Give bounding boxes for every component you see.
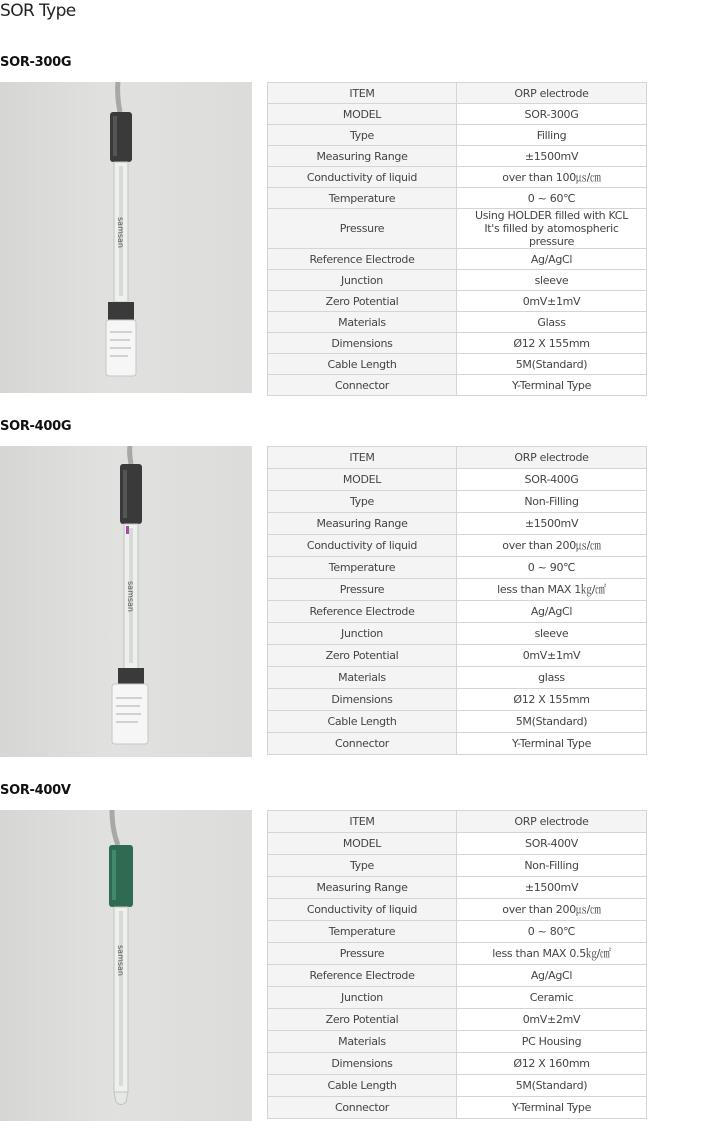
table-row — [268, 601, 647, 623]
table-row — [268, 1031, 647, 1053]
spec-value: over than 200㎲/㎝ — [457, 535, 647, 557]
page-title: SOR Type — [0, 1, 76, 21]
electrode-photo — [0, 82, 252, 393]
table-row — [268, 188, 647, 209]
spec-table — [267, 82, 647, 396]
table-header-type: ORP electrode — [457, 83, 647, 104]
table-row — [268, 557, 647, 579]
table-row — [268, 855, 647, 877]
spec-value: Y-Terminal Type — [457, 1097, 647, 1119]
probe-brand-text: samsan — [116, 945, 125, 977]
table-row — [268, 689, 647, 711]
spec-label: Junction — [268, 623, 457, 645]
table-header-type: ORP electrode — [457, 811, 647, 833]
spec-label: Type — [268, 125, 457, 146]
table-row — [268, 1009, 647, 1031]
electrode-illustration — [0, 446, 252, 757]
table-row — [268, 579, 647, 601]
spec-value: SOR-400G — [457, 469, 647, 491]
table-row — [268, 167, 647, 188]
spec-value: 0mV±1mV — [457, 645, 647, 667]
table-row — [268, 146, 647, 167]
table-row — [268, 943, 647, 965]
spec-label: Materials — [268, 312, 457, 333]
spec-value: sleeve — [457, 270, 647, 291]
spec-label: Temperature — [268, 188, 457, 209]
table-row — [268, 733, 647, 755]
table-row — [268, 125, 647, 146]
spec-label: Dimensions — [268, 1053, 457, 1075]
table-row — [268, 491, 647, 513]
spec-value: glass — [457, 667, 647, 689]
probe-brand-text: samsan — [116, 217, 125, 249]
table-row — [268, 833, 647, 855]
table-row — [268, 312, 647, 333]
spec-label: Zero Potential — [268, 291, 457, 312]
table-row — [268, 899, 647, 921]
spec-label: Reference Electrode — [268, 249, 457, 270]
table-row — [268, 987, 647, 1009]
spec-value: PC Housing — [457, 1031, 647, 1053]
electrode-illustration — [0, 82, 252, 393]
spec-label: MODEL — [268, 104, 457, 125]
table-row — [268, 535, 647, 557]
spec-label: Measuring Range — [268, 513, 457, 535]
product-name: SOR-400V — [0, 783, 71, 798]
spec-value: ±1500mV — [457, 513, 647, 535]
spec-label: Measuring Range — [268, 877, 457, 899]
spec-label: Connector — [268, 733, 457, 755]
table-row — [268, 667, 647, 689]
table-row — [268, 104, 647, 125]
table-row — [268, 645, 647, 667]
table-row — [268, 1097, 647, 1119]
spec-label: Dimensions — [268, 333, 457, 354]
table-header-type: ORP electrode — [457, 447, 647, 469]
spec-label: Reference Electrode — [268, 965, 457, 987]
product-name: SOR-300G — [0, 55, 72, 70]
table-row — [268, 877, 647, 899]
spec-value: SOR-300G — [457, 104, 647, 125]
spec-value: Ø12 X 160mm — [457, 1053, 647, 1075]
spec-label: Dimensions — [268, 689, 457, 711]
spec-value: 0 ~ 90℃ — [457, 557, 647, 579]
spec-label: Pressure — [268, 943, 457, 965]
spec-value: Ø12 X 155mm — [457, 333, 647, 354]
spec-value: Non-Filling — [457, 855, 647, 877]
spec-label: Temperature — [268, 921, 457, 943]
spec-value: Ag/AgCl — [457, 249, 647, 270]
spec-value: Non-Filling — [457, 491, 647, 513]
spec-label: MODEL — [268, 833, 457, 855]
spec-label: Connector — [268, 375, 457, 396]
spec-label: Type — [268, 491, 457, 513]
spec-label: Pressure — [268, 579, 457, 601]
spec-value: Ø12 X 155mm — [457, 689, 647, 711]
spec-label: Conductivity of liquid — [268, 535, 457, 557]
spec-label: Conductivity of liquid — [268, 167, 457, 188]
spec-label: MODEL — [268, 469, 457, 491]
spec-value: Ceramic — [457, 987, 647, 1009]
spec-value: Glass — [457, 312, 647, 333]
spec-value: Using HOLDER filled with KCL It's filled by atomospheric pressure — [457, 209, 647, 249]
table-row — [268, 711, 647, 733]
table-header-item: ITEM — [268, 447, 457, 469]
table-row — [268, 249, 647, 270]
spec-label: Zero Potential — [268, 645, 457, 667]
spec-label: Materials — [268, 667, 457, 689]
table-row — [268, 209, 647, 249]
spec-value: Filling — [457, 125, 647, 146]
table-row — [268, 291, 647, 312]
table-header-item: ITEM — [268, 83, 457, 104]
spec-value: ±1500mV — [457, 146, 647, 167]
spec-value: SOR-400V — [457, 833, 647, 855]
table-row — [268, 270, 647, 291]
spec-value: over than 200㎲/㎝ — [457, 899, 647, 921]
spec-label: Conductivity of liquid — [268, 899, 457, 921]
spec-value: less than MAX 0.5㎏/㎠ — [457, 943, 647, 965]
probe-brand-text: samsan — [126, 581, 135, 613]
spec-value: Ag/AgCl — [457, 601, 647, 623]
spec-value: 5M(Standard) — [457, 354, 647, 375]
spec-label: Zero Potential — [268, 1009, 457, 1031]
spec-value: sleeve — [457, 623, 647, 645]
table-row — [268, 1053, 647, 1075]
table-row — [268, 1075, 647, 1097]
table-row — [268, 333, 647, 354]
spec-label: Measuring Range — [268, 146, 457, 167]
spec-table — [267, 810, 647, 1119]
table-row — [268, 965, 647, 987]
spec-label: Pressure — [268, 209, 457, 249]
spec-label: Cable Length — [268, 711, 457, 733]
spec-label: Junction — [268, 270, 457, 291]
spec-value: ±1500mV — [457, 877, 647, 899]
spec-label: Cable Length — [268, 1075, 457, 1097]
spec-table — [267, 446, 647, 755]
table-row — [268, 513, 647, 535]
spec-value: 0mV±1mV — [457, 291, 647, 312]
spec-value: 5M(Standard) — [457, 711, 647, 733]
table-row — [268, 469, 647, 491]
spec-value: over than 100㎲/㎝ — [457, 167, 647, 188]
spec-label: Temperature — [268, 557, 457, 579]
spec-value: Ag/AgCl — [457, 965, 647, 987]
spec-value: 5M(Standard) — [457, 1075, 647, 1097]
spec-value: less than MAX 1㎏/㎠ — [457, 579, 647, 601]
spec-value: 0 ~ 60℃ — [457, 188, 647, 209]
table-row — [268, 623, 647, 645]
spec-label: Reference Electrode — [268, 601, 457, 623]
electrode-illustration — [0, 810, 252, 1121]
spec-label: Junction — [268, 987, 457, 1009]
spec-label: Materials — [268, 1031, 457, 1053]
spec-value: Y-Terminal Type — [457, 375, 647, 396]
product-name: SOR-400G — [0, 419, 72, 434]
spec-label: Type — [268, 855, 457, 877]
spec-label: Cable Length — [268, 354, 457, 375]
table-row — [268, 354, 647, 375]
spec-label: Connector — [268, 1097, 457, 1119]
spec-value: Y-Terminal Type — [457, 733, 647, 755]
spec-value: 0mV±2mV — [457, 1009, 647, 1031]
table-header-item: ITEM — [268, 811, 457, 833]
electrode-photo — [0, 446, 252, 757]
table-row — [268, 921, 647, 943]
spec-value: 0 ~ 80℃ — [457, 921, 647, 943]
electrode-photo — [0, 810, 252, 1121]
table-row — [268, 375, 647, 396]
